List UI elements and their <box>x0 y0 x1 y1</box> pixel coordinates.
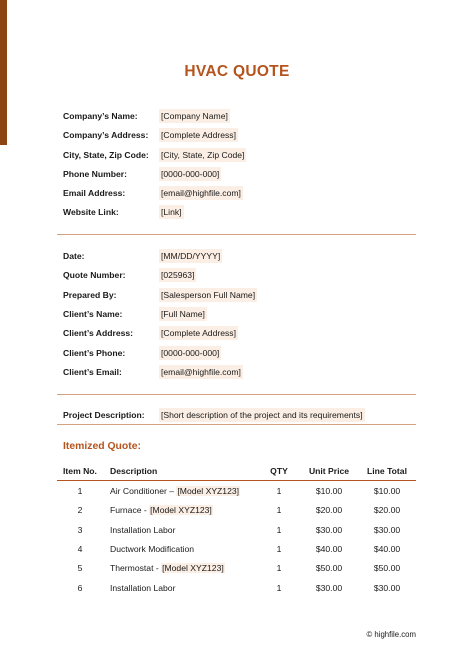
item-unit-price: $30.00 <box>315 525 343 535</box>
item-qty: 1 <box>276 544 282 554</box>
header-item-no: Item No. <box>63 466 97 476</box>
footer-credit: © highfile.com <box>366 630 416 639</box>
table-row <box>57 482 416 500</box>
item-number: 4 <box>77 544 83 554</box>
item-qty: 1 <box>276 505 282 515</box>
item-description: Air Conditioner – [Model XYZ123] <box>110 486 240 496</box>
website-link-field[interactable]: [Link] <box>161 207 182 217</box>
field-label: Client’s Email: <box>63 367 122 377</box>
field-label: Client’s Name: <box>63 309 123 319</box>
item-line-total: $50.00 <box>373 563 401 573</box>
field-label: Company’s Name: <box>63 111 138 121</box>
field-label: Client’s Phone: <box>63 348 126 358</box>
table-row <box>57 579 416 597</box>
company-address-field[interactable]: [Complete Address] <box>161 130 236 140</box>
table-row <box>57 559 416 577</box>
item-qty: 1 <box>276 486 282 496</box>
item-number: 1 <box>77 486 83 496</box>
header-unit-price: Unit Price <box>308 466 350 476</box>
item-unit-price: $40.00 <box>315 544 343 554</box>
date-field[interactable]: [MM/DD/YYYY] <box>161 251 221 261</box>
item-number: 2 <box>77 505 83 515</box>
item-unit-price: $50.00 <box>315 563 343 573</box>
item-qty: 1 <box>276 583 282 593</box>
item-description: Installation Labor <box>110 525 176 535</box>
item-qty: 1 <box>276 525 282 535</box>
section-divider <box>57 394 416 395</box>
item-line-total: $10.00 <box>373 486 401 496</box>
item-line-total: $20.00 <box>373 505 401 515</box>
item-description: Thermostat - [Model XYZ123] <box>110 563 224 573</box>
item-description: Installation Labor <box>110 583 176 593</box>
phone-number-field[interactable]: [0000-000-000] <box>161 169 220 179</box>
project-description-field[interactable]: [Short description of the project and its requirements] <box>161 410 363 420</box>
table-row <box>57 501 416 519</box>
quote-number-field[interactable]: [025963] <box>161 270 195 280</box>
field-label: Quote Number: <box>63 270 126 280</box>
header-description: Description <box>110 466 158 476</box>
field-label: Client’s Address: <box>63 328 134 338</box>
email-address-field[interactable]: [email@highfile.com] <box>161 188 241 198</box>
field-label: City, State, Zip Code: <box>63 150 149 160</box>
page-title: HVAC QUOTE <box>184 63 290 80</box>
field-label: Email Address: <box>63 188 126 198</box>
field-label: Phone Number: <box>63 169 127 179</box>
field-label: Company’s Address: <box>63 130 149 140</box>
client-phone-field[interactable]: [0000-000-000] <box>161 348 220 358</box>
field-label: Prepared By: <box>63 290 117 300</box>
field-label: Date: <box>63 251 85 261</box>
city-state-zip-field[interactable]: [City, State, Zip Code] <box>161 150 245 160</box>
item-line-total: $40.00 <box>373 544 401 554</box>
field-label: Website Link: <box>63 207 119 217</box>
item-qty: 1 <box>276 563 282 573</box>
item-unit-price: $10.00 <box>315 486 343 496</box>
item-line-total: $30.00 <box>373 525 401 535</box>
client-email-field[interactable]: [email@highfile.com] <box>161 367 241 377</box>
header-line-total: Line Total <box>367 466 407 476</box>
table-row <box>57 540 416 558</box>
item-description: Ductwork Modification <box>110 544 195 554</box>
client-name-field[interactable]: [Full Name] <box>161 309 205 319</box>
item-number: 5 <box>77 563 83 573</box>
item-number: 3 <box>77 525 83 535</box>
model-placeholder[interactable]: [Model XYZ123] <box>177 486 240 496</box>
section-divider <box>57 424 416 425</box>
table-header <box>57 462 416 481</box>
item-description: Furnace - [Model XYZ123] <box>110 505 212 515</box>
prepared-by-field[interactable]: [Salesperson Full Name] <box>161 290 256 300</box>
table-row <box>57 521 416 539</box>
section-divider <box>57 234 416 235</box>
field-label: Project Description: <box>63 410 145 420</box>
model-placeholder[interactable]: [Model XYZ123] <box>162 563 224 573</box>
item-number: 6 <box>77 583 83 593</box>
client-address-field[interactable]: [Complete Address] <box>161 328 236 338</box>
company-name-field[interactable]: [Company Name] <box>161 111 228 121</box>
item-unit-price: $20.00 <box>315 505 343 515</box>
model-placeholder[interactable]: [Model XYZ123] <box>150 505 212 515</box>
item-line-total: $30.00 <box>373 583 401 593</box>
item-unit-price: $30.00 <box>315 583 343 593</box>
itemized-quote-heading: Itemized Quote: <box>63 441 141 452</box>
header-qty: QTY <box>270 466 288 476</box>
